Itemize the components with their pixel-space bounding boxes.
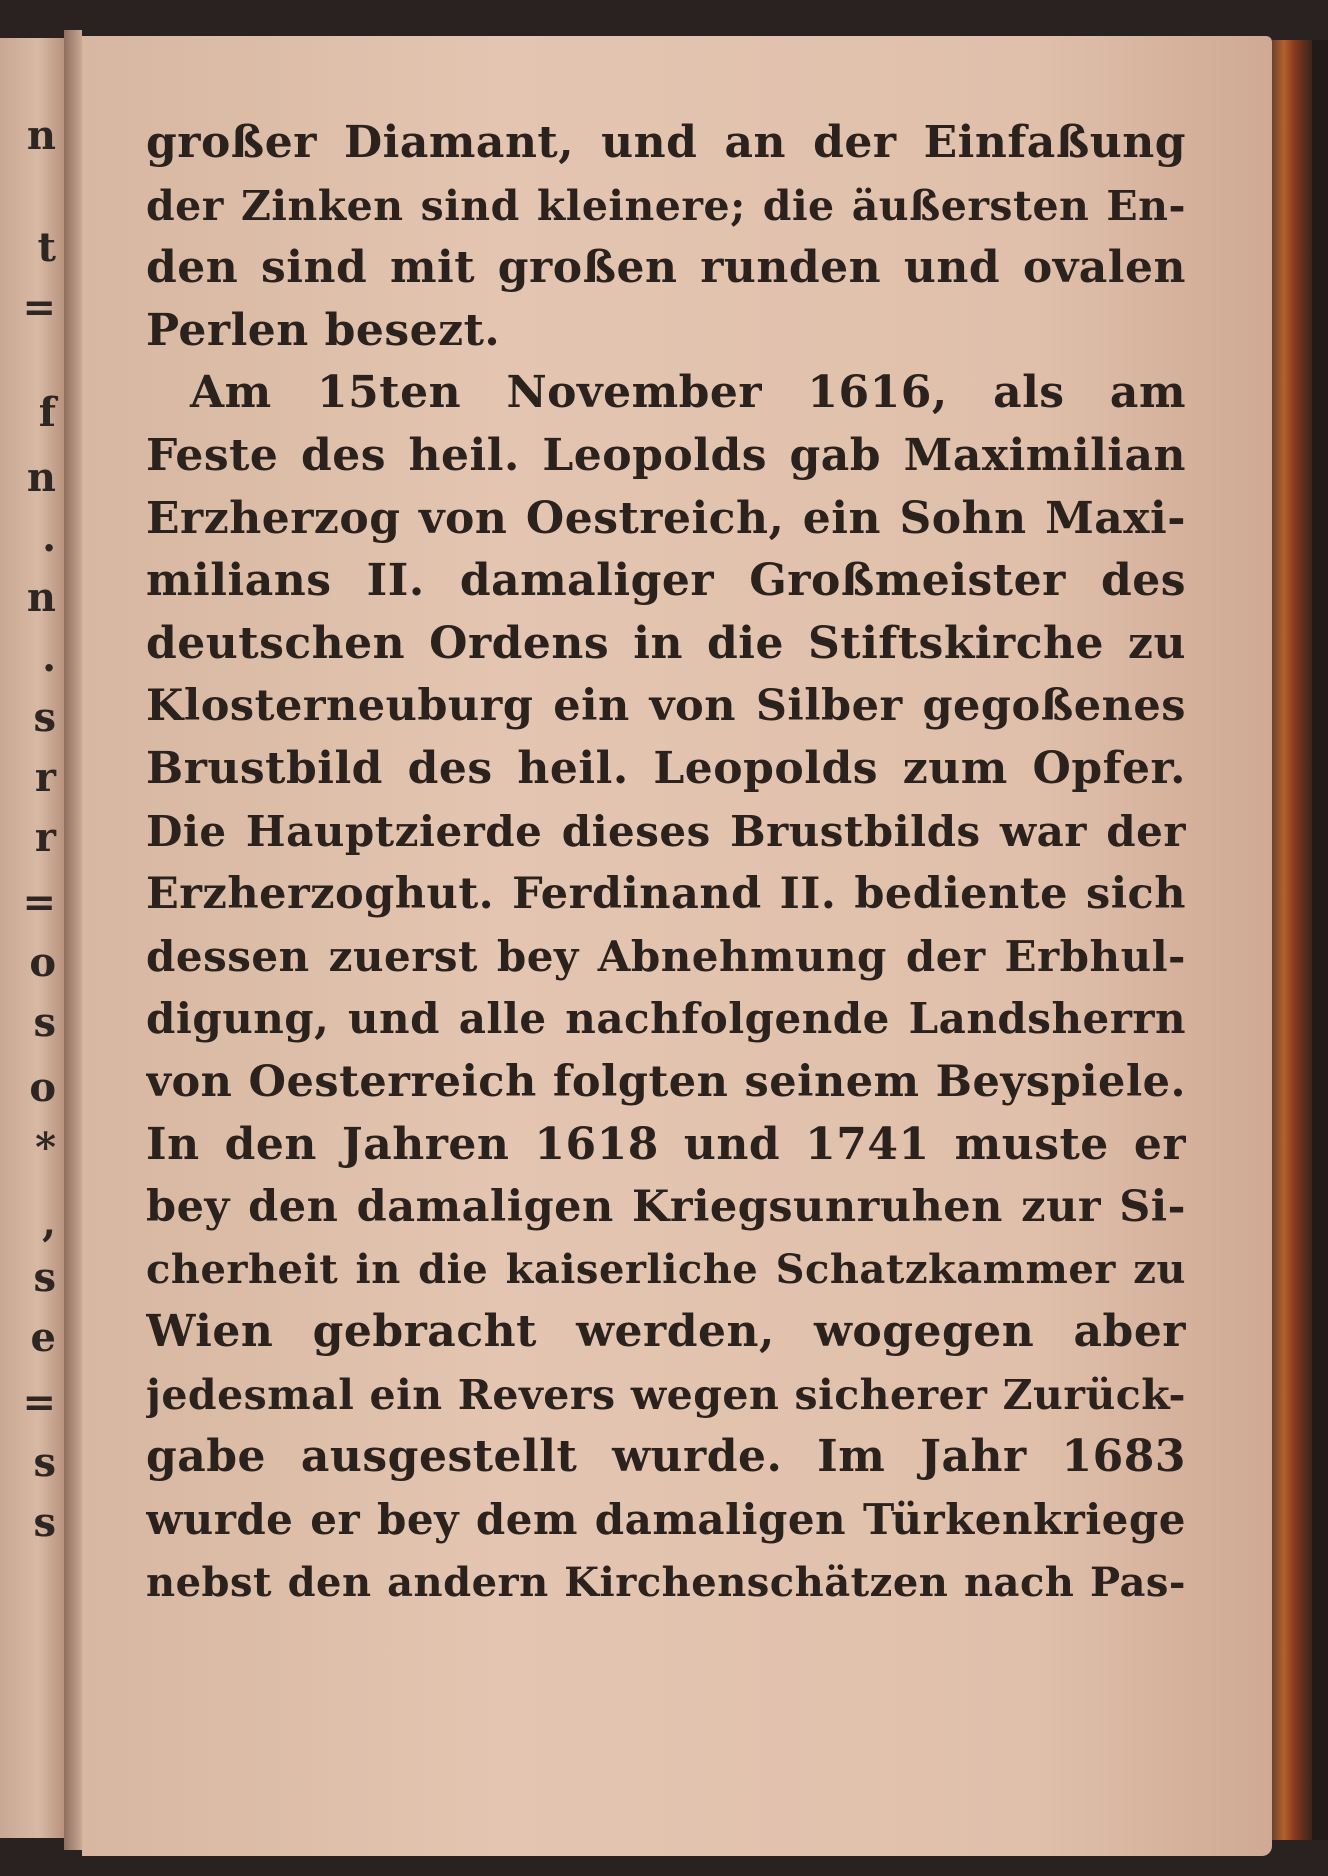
facing-page-fragment: e	[30, 1314, 56, 1361]
facing-page-fragment: s	[33, 694, 56, 741]
text-line: nebst den andern Kirchenschätzen nach Pas-	[146, 1558, 1186, 1606]
background-edge	[1312, 40, 1328, 1840]
facing-page-fragment: =	[22, 284, 56, 331]
text-line: cherheit in die kaiserliche Schatzkammer zu	[146, 1245, 1186, 1293]
facing-page-fragment: f	[38, 389, 56, 436]
text-line: wurde er bey dem damaligen Türkenkriege	[146, 1495, 1186, 1545]
facing-page-fragment: n	[26, 454, 56, 501]
text-line: Erzherzoghut. Ferdinand II. bediente sich	[146, 869, 1186, 920]
facing-page-fragment: s	[33, 1439, 56, 1486]
text-line: Brustbild des heil. Leopolds zum Opfer.	[146, 742, 1186, 794]
text-line: jedesmal ein Revers wegen sicherer Zurück-	[146, 1370, 1186, 1419]
text-line: Klosterneuburg ein von Silber gegoßenes	[146, 681, 1186, 732]
facing-page-fragment: *	[35, 1124, 56, 1171]
text-line: den sind mit großen runden und ovalen	[146, 242, 1186, 294]
text-line: deutschen Ordens in die Stiftskirche zu	[146, 617, 1186, 669]
page-text	[146, 112, 1186, 1614]
text-line: großer Diamant, und an der Einfaßung	[146, 117, 1186, 168]
text-line: milians II. damaliger Großmeister des	[146, 555, 1186, 607]
text-line: dessen zuerst bey Abnehmung der Erbhul-	[146, 931, 1186, 981]
facing-page-fragment: s	[33, 999, 56, 1046]
text-line: Am 15ten November 1616, als am	[190, 367, 1186, 419]
facing-page-fragment: .	[42, 514, 56, 561]
facing-page-fragment: s	[33, 1254, 56, 1301]
text-line: Wien gebracht werden, wogegen aber	[146, 1306, 1186, 1358]
facing-page-fragment: n	[26, 574, 56, 621]
text-line: Perlen besezt.	[146, 304, 501, 356]
text-line: bey den damaligen Kriegsunruhen zur Si-	[146, 1182, 1186, 1233]
text-line: Die Hauptzierde dieses Brustbilds war der	[146, 806, 1186, 856]
facing-page-fragment: r	[34, 814, 56, 861]
facing-page-fragment: s	[33, 1499, 56, 1546]
text-line: Erzherzog von Oestreich, ein Sohn Maxi-	[146, 492, 1186, 544]
facing-page-fragment: r	[34, 754, 56, 801]
facing-page-fragment: n	[26, 112, 56, 159]
text-line: Feste des heil. Leopolds gab Maximilian	[146, 429, 1186, 481]
facing-page-fragment: t	[37, 224, 56, 271]
book-cover-edge	[1272, 40, 1312, 1840]
facing-page-fragment: ,	[42, 1199, 56, 1246]
text-line: gabe ausgestellt wurde. Im Jahr 1683	[146, 1431, 1186, 1483]
text-line: In den Jahren 1618 und 1741 muste er	[146, 1118, 1186, 1170]
facing-page-fragment: =	[22, 1379, 56, 1426]
text-line: von Oesterreich folgten seinem Beyspiele.	[146, 1056, 1186, 1107]
book-gutter	[64, 30, 82, 1850]
facing-page-fragment: =	[22, 879, 56, 926]
text-line: der Zinken sind kleinere; die äußersten En-	[146, 181, 1186, 230]
text-line: digung, und alle nachfolgende Landsherrn	[146, 994, 1186, 1044]
facing-page-fragment: o	[29, 1064, 56, 1111]
facing-page-edge	[0, 38, 64, 1838]
facing-page-fragment: o	[29, 939, 56, 986]
facing-page-fragment: .	[42, 634, 56, 681]
